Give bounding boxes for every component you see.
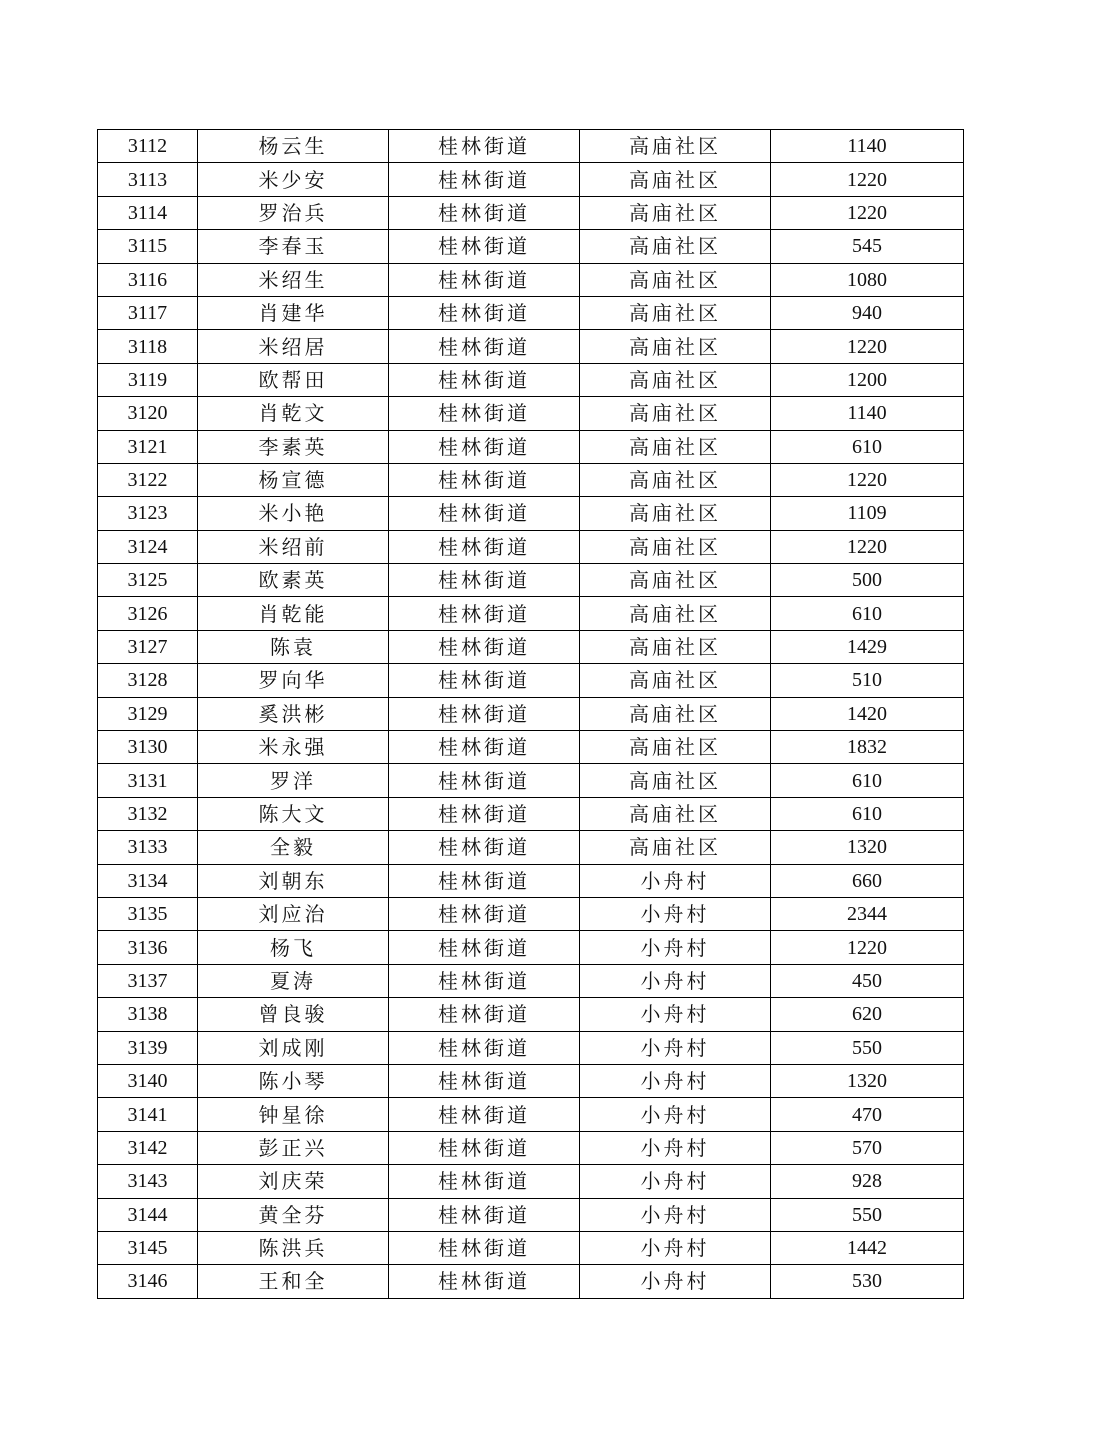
cell-person-name: 陈袁: [198, 630, 389, 663]
cell-community: 高庙社区: [580, 463, 771, 496]
cell-serial-number: 3139: [98, 1031, 198, 1064]
cell-amount: 610: [771, 764, 964, 797]
cell-street: 桂林街道: [389, 797, 580, 830]
cell-street: 桂林街道: [389, 1098, 580, 1131]
cell-street: 桂林街道: [389, 230, 580, 263]
cell-community: 小舟村: [580, 1098, 771, 1131]
cell-street: 桂林街道: [389, 1064, 580, 1097]
cell-street: 桂林街道: [389, 998, 580, 1031]
cell-person-name: 王和全: [198, 1265, 389, 1298]
table-row: [98, 931, 964, 964]
cell-amount: 1429: [771, 630, 964, 663]
cell-serial-number: 3119: [98, 363, 198, 396]
cell-serial-number: 3133: [98, 831, 198, 864]
cell-amount: 1220: [771, 931, 964, 964]
table-row: [98, 1131, 964, 1164]
cell-person-name: 米少安: [198, 163, 389, 196]
cell-amount: 1320: [771, 1064, 964, 1097]
cell-serial-number: 3113: [98, 163, 198, 196]
table-row: [98, 1165, 964, 1198]
cell-person-name: 刘应治: [198, 897, 389, 930]
cell-amount: 1109: [771, 497, 964, 530]
cell-street: 桂林街道: [389, 897, 580, 930]
cell-community: 高庙社区: [580, 397, 771, 430]
cell-community: 小舟村: [580, 864, 771, 897]
cell-amount: 1140: [771, 130, 964, 163]
cell-street: 桂林街道: [389, 764, 580, 797]
cell-street: 桂林街道: [389, 1265, 580, 1298]
cell-person-name: 肖建华: [198, 296, 389, 329]
cell-amount: 610: [771, 797, 964, 830]
cell-street: 桂林街道: [389, 363, 580, 396]
table-row: [98, 397, 964, 430]
roster-table-body: [98, 130, 964, 1299]
cell-community: 小舟村: [580, 1064, 771, 1097]
cell-street: 桂林街道: [389, 1198, 580, 1231]
cell-serial-number: 3117: [98, 296, 198, 329]
cell-person-name: 奚洪彬: [198, 697, 389, 730]
cell-community: 高庙社区: [580, 731, 771, 764]
cell-person-name: 米绍生: [198, 263, 389, 296]
table-row: [98, 998, 964, 1031]
table-row: [98, 664, 964, 697]
cell-street: 桂林街道: [389, 163, 580, 196]
cell-community: 高庙社区: [580, 564, 771, 597]
cell-serial-number: 3112: [98, 130, 198, 163]
cell-street: 桂林街道: [389, 1165, 580, 1198]
roster-table: [97, 129, 964, 1299]
table-row: [98, 564, 964, 597]
cell-community: 小舟村: [580, 1265, 771, 1298]
cell-community: 小舟村: [580, 897, 771, 930]
cell-person-name: 刘成刚: [198, 1031, 389, 1064]
cell-amount: 530: [771, 1265, 964, 1298]
cell-serial-number: 3132: [98, 797, 198, 830]
cell-amount: 470: [771, 1098, 964, 1131]
cell-serial-number: 3127: [98, 630, 198, 663]
cell-serial-number: 3137: [98, 964, 198, 997]
cell-street: 桂林街道: [389, 130, 580, 163]
cell-community: 高庙社区: [580, 597, 771, 630]
cell-person-name: 欧帮田: [198, 363, 389, 396]
cell-community: 小舟村: [580, 931, 771, 964]
cell-amount: 928: [771, 1165, 964, 1198]
cell-person-name: 黄全芬: [198, 1198, 389, 1231]
cell-serial-number: 3123: [98, 497, 198, 530]
cell-person-name: 米小艳: [198, 497, 389, 530]
cell-community: 高庙社区: [580, 163, 771, 196]
cell-amount: 1420: [771, 697, 964, 730]
cell-street: 桂林街道: [389, 397, 580, 430]
table-row: [98, 463, 964, 496]
table-row: [98, 731, 964, 764]
table-row: [98, 797, 964, 830]
cell-person-name: 欧素英: [198, 564, 389, 597]
cell-serial-number: 3135: [98, 897, 198, 930]
cell-community: 高庙社区: [580, 363, 771, 396]
cell-amount: 1220: [771, 463, 964, 496]
cell-person-name: 杨宣德: [198, 463, 389, 496]
cell-person-name: 陈小琴: [198, 1064, 389, 1097]
cell-amount: 1200: [771, 363, 964, 396]
table-row: [98, 363, 964, 396]
table-row: [98, 1064, 964, 1097]
table-row: [98, 597, 964, 630]
cell-amount: 2344: [771, 897, 964, 930]
cell-community: 高庙社区: [580, 831, 771, 864]
cell-amount: 510: [771, 664, 964, 697]
cell-amount: 1140: [771, 397, 964, 430]
cell-serial-number: 3138: [98, 998, 198, 1031]
cell-street: 桂林街道: [389, 1031, 580, 1064]
table-row: [98, 530, 964, 563]
cell-person-name: 罗向华: [198, 664, 389, 697]
table-row: [98, 1198, 964, 1231]
table-row: [98, 296, 964, 329]
cell-person-name: 米永强: [198, 731, 389, 764]
table-row: [98, 1031, 964, 1064]
cell-community: 高庙社区: [580, 130, 771, 163]
cell-amount: 1080: [771, 263, 964, 296]
cell-serial-number: 3146: [98, 1265, 198, 1298]
cell-serial-number: 3145: [98, 1231, 198, 1264]
cell-amount: 1220: [771, 163, 964, 196]
cell-street: 桂林街道: [389, 597, 580, 630]
cell-person-name: 陈大文: [198, 797, 389, 830]
cell-street: 桂林街道: [389, 497, 580, 530]
cell-person-name: 彭正兴: [198, 1131, 389, 1164]
cell-amount: 610: [771, 597, 964, 630]
cell-amount: 1220: [771, 530, 964, 563]
cell-serial-number: 3120: [98, 397, 198, 430]
cell-street: 桂林街道: [389, 530, 580, 563]
cell-serial-number: 3144: [98, 1198, 198, 1231]
cell-amount: 500: [771, 564, 964, 597]
cell-street: 桂林街道: [389, 463, 580, 496]
table-row: [98, 1098, 964, 1131]
cell-amount: 1832: [771, 731, 964, 764]
cell-person-name: 李春玉: [198, 230, 389, 263]
cell-amount: 545: [771, 230, 964, 263]
table-row: [98, 330, 964, 363]
cell-street: 桂林街道: [389, 964, 580, 997]
cell-street: 桂林街道: [389, 731, 580, 764]
cell-community: 小舟村: [580, 998, 771, 1031]
cell-person-name: 杨云生: [198, 130, 389, 163]
cell-street: 桂林街道: [389, 1131, 580, 1164]
cell-serial-number: 3128: [98, 664, 198, 697]
cell-person-name: 肖乾能: [198, 597, 389, 630]
cell-serial-number: 3142: [98, 1131, 198, 1164]
cell-serial-number: 3125: [98, 564, 198, 597]
cell-person-name: 米绍前: [198, 530, 389, 563]
cell-person-name: 李素英: [198, 430, 389, 463]
cell-person-name: 全毅: [198, 831, 389, 864]
cell-street: 桂林街道: [389, 630, 580, 663]
cell-community: 高庙社区: [580, 764, 771, 797]
cell-amount: 550: [771, 1198, 964, 1231]
cell-serial-number: 3116: [98, 263, 198, 296]
cell-community: 高庙社区: [580, 330, 771, 363]
cell-street: 桂林街道: [389, 697, 580, 730]
table-row: [98, 196, 964, 229]
cell-community: 高庙社区: [580, 263, 771, 296]
table-row: [98, 764, 964, 797]
cell-amount: 1220: [771, 196, 964, 229]
cell-community: 高庙社区: [580, 530, 771, 563]
cell-person-name: 陈洪兵: [198, 1231, 389, 1264]
cell-amount: 550: [771, 1031, 964, 1064]
cell-serial-number: 3121: [98, 430, 198, 463]
cell-serial-number: 3143: [98, 1165, 198, 1198]
cell-serial-number: 3115: [98, 230, 198, 263]
table-row: [98, 897, 964, 930]
table-row: [98, 964, 964, 997]
cell-serial-number: 3141: [98, 1098, 198, 1131]
table-row: [98, 630, 964, 663]
table-row: [98, 1265, 964, 1298]
cell-person-name: 肖乾文: [198, 397, 389, 430]
table-row: [98, 130, 964, 163]
cell-community: 高庙社区: [580, 497, 771, 530]
cell-person-name: 罗洋: [198, 764, 389, 797]
table-row: [98, 1231, 964, 1264]
cell-serial-number: 3136: [98, 931, 198, 964]
table-row: [98, 163, 964, 196]
cell-serial-number: 3122: [98, 463, 198, 496]
cell-community: 高庙社区: [580, 630, 771, 663]
cell-amount: 940: [771, 296, 964, 329]
cell-serial-number: 3124: [98, 530, 198, 563]
cell-street: 桂林街道: [389, 664, 580, 697]
cell-community: 高庙社区: [580, 296, 771, 329]
cell-serial-number: 3134: [98, 864, 198, 897]
table-row: [98, 697, 964, 730]
cell-street: 桂林街道: [389, 931, 580, 964]
cell-community: 小舟村: [580, 1031, 771, 1064]
cell-person-name: 米绍居: [198, 330, 389, 363]
cell-street: 桂林街道: [389, 864, 580, 897]
cell-street: 桂林街道: [389, 1231, 580, 1264]
cell-amount: 450: [771, 964, 964, 997]
cell-community: 高庙社区: [580, 797, 771, 830]
cell-community: 高庙社区: [580, 230, 771, 263]
cell-street: 桂林街道: [389, 831, 580, 864]
cell-serial-number: 3126: [98, 597, 198, 630]
cell-person-name: 曾良骏: [198, 998, 389, 1031]
cell-serial-number: 3114: [98, 196, 198, 229]
cell-street: 桂林街道: [389, 263, 580, 296]
cell-street: 桂林街道: [389, 196, 580, 229]
cell-community: 小舟村: [580, 1198, 771, 1231]
cell-amount: 1220: [771, 330, 964, 363]
table-row: [98, 497, 964, 530]
cell-community: 高庙社区: [580, 430, 771, 463]
cell-person-name: 夏涛: [198, 964, 389, 997]
cell-community: 小舟村: [580, 1165, 771, 1198]
cell-street: 桂林街道: [389, 564, 580, 597]
table-row: [98, 230, 964, 263]
cell-community: 小舟村: [580, 964, 771, 997]
cell-amount: 610: [771, 430, 964, 463]
cell-amount: 620: [771, 998, 964, 1031]
cell-street: 桂林街道: [389, 296, 580, 329]
table-row: [98, 831, 964, 864]
cell-community: 高庙社区: [580, 196, 771, 229]
cell-serial-number: 3118: [98, 330, 198, 363]
cell-amount: 570: [771, 1131, 964, 1164]
cell-community: 小舟村: [580, 1131, 771, 1164]
cell-person-name: 钟星徐: [198, 1098, 389, 1131]
table-row: [98, 263, 964, 296]
cell-person-name: 刘庆荣: [198, 1165, 389, 1198]
table-row: [98, 864, 964, 897]
cell-serial-number: 3129: [98, 697, 198, 730]
cell-street: 桂林街道: [389, 330, 580, 363]
cell-community: 高庙社区: [580, 697, 771, 730]
cell-serial-number: 3140: [98, 1064, 198, 1097]
cell-serial-number: 3131: [98, 764, 198, 797]
cell-amount: 660: [771, 864, 964, 897]
cell-amount: 1442: [771, 1231, 964, 1264]
cell-community: 小舟村: [580, 1231, 771, 1264]
cell-person-name: 罗治兵: [198, 196, 389, 229]
cell-person-name: 刘朝东: [198, 864, 389, 897]
cell-street: 桂林街道: [389, 430, 580, 463]
cell-community: 高庙社区: [580, 664, 771, 697]
cell-amount: 1320: [771, 831, 964, 864]
table-row: [98, 430, 964, 463]
cell-serial-number: 3130: [98, 731, 198, 764]
cell-person-name: 杨飞: [198, 931, 389, 964]
